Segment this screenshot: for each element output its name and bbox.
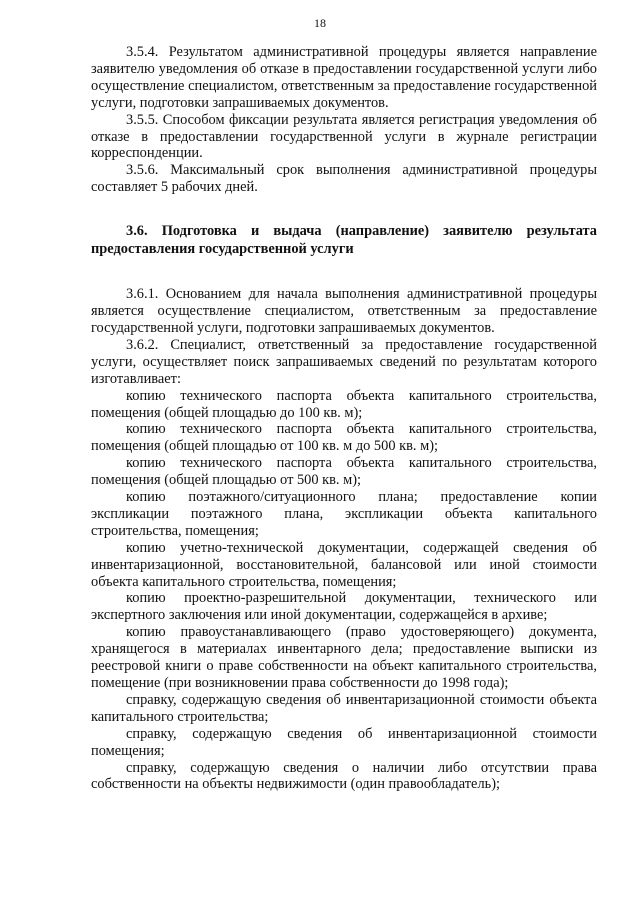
list-item: копию технического паспорта объекта капитального строительства, помещения (общей площадью до 100 кв. м); (91, 387, 597, 421)
list-item: справку, содержащую сведения об инвентаризационной стоимости объекта капитального строительства; (91, 691, 597, 725)
list-item: справку, содержащую сведения о наличии либо отсутствии права собственности на объекты недвижимости (один правообладатель); (91, 759, 597, 793)
list-item: копию поэтажного/ситуационного плана; предоставление копии экспликации поэтажного плана, экспликации объекта капитального строительства, помещения; (91, 489, 597, 539)
section-heading-3-6: 3.6. Подготовка и выдача (направление) заявителю результата предоставления государственной услуги (91, 223, 597, 258)
list-item: справку, содержащую сведения об инвентаризационной стоимости помещения; (91, 725, 597, 759)
document-body (91, 44, 597, 793)
list-item: копию учетно-технической документации, содержащей сведения об инвентаризационной, восстановительной, балансовой или иной стоимости объекта капитального строительства, помещения; (91, 539, 597, 590)
list-item: копию технического паспорта объекта капитального строительства, помещения (общей площадью от 100 кв. м до 500 кв. м); (91, 421, 597, 455)
page-number: 18 (314, 16, 326, 30)
list-item: копию правоустанавливающего (право удостоверяющего) документа, хранящегося в материалах инвентарного дела; предоставление выписки из реестровой книги о праве собственности на объект капитального строительства, помещение (при возникновении права собственности до 1998 года); (91, 624, 597, 691)
paragraph-3-5-4: 3.5.4. Результатом административной процедуры является направление заявителю уведомления об отказе в предоставлении государственной услуги либо осуществление специалистом, ответственным за предоставление государственной услуги, подготовки запрашиваемых документов. (91, 44, 597, 111)
paragraph-3-6-1: 3.6.1. Основанием для начала выполнения административной процедуры является осуществление специалистом, ответственным за предоставление государственной услуги, подготовки запрашиваемых документов. (91, 286, 597, 336)
list-item: копию проектно-разрешительной документации, технического или экспертного заключения или иной документации, содержащейся в архиве; (91, 590, 597, 624)
paragraph-3-5-5: 3.5.5. Способом фиксации результата является регистрация уведомления об отказе в предоставлении государственной услуги в журнале регистрации корреспонденции. (91, 111, 597, 162)
paragraph-3-6-2: 3.6.2. Специалист, ответственный за предоставление государственной услуги, осуществляет поиск запрашиваемых сведений по результатам которого изготавливает: (91, 336, 597, 387)
paragraph-3-5-6: 3.5.6. Максимальный срок выполнения административной процедуры составляет 5 рабочих дней. (91, 162, 597, 196)
list-item: копию технического паспорта объекта капитального строительства, помещения (общей площадью от 500 кв. м); (91, 455, 597, 489)
